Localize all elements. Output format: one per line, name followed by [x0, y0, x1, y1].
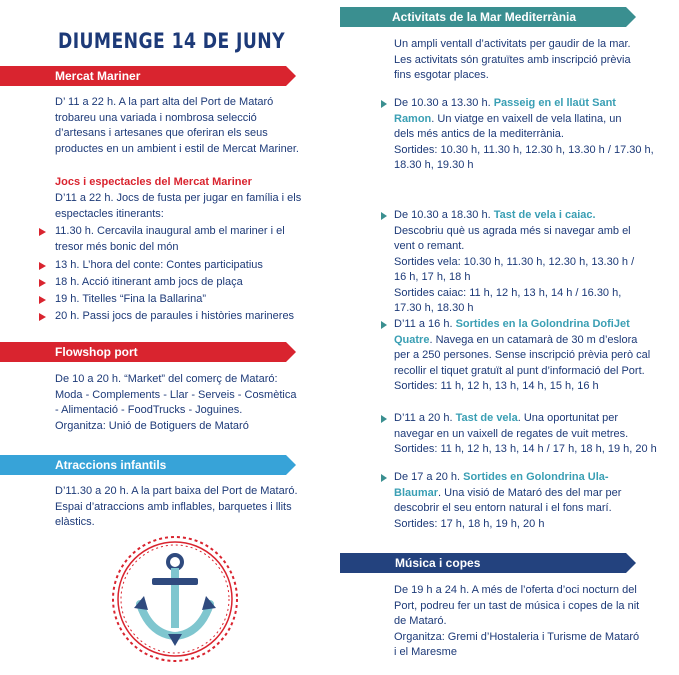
activity-line — [394, 470, 669, 486]
activity-line — [394, 486, 669, 502]
activity-line — [394, 501, 669, 517]
flowshop-description: De 10 a 20 h. “Market” del comerç de Mataró: Moda - Complements - Llar - Serveis - Cosmètica - Alimentació - FoodTrucks - Joguines. Organitza: Unió de Botiguers de Mataró — [55, 373, 297, 432]
activity-text: Sortides: 10.30 h, 11.30 h, 12.30 h, 13.30 h / 17.30 h, — [394, 143, 654, 156]
section-header-atraccions: Atraccions infantils — [0, 455, 286, 475]
activity-line — [394, 255, 669, 271]
bullet-triangle-icon — [39, 262, 46, 270]
activity-line — [394, 317, 669, 333]
activity-text: De 17 a 20 h. — [394, 471, 464, 483]
activity-line — [394, 379, 669, 395]
bullet-triangle-icon — [381, 415, 387, 423]
activity-item — [394, 411, 669, 458]
list-item: 13 h. L’hora del conte: Contes participatius — [55, 259, 263, 271]
activity-text: 18.30 h, 19.30 h — [394, 159, 474, 171]
activity-line — [394, 427, 669, 443]
activity-line — [394, 270, 669, 286]
activity-line — [394, 239, 669, 255]
bullet-triangle-icon — [39, 313, 46, 321]
section-header-flowshop: Flowshop port — [0, 342, 286, 362]
section-header-activitats: Activitats de la Mar Mediterrània — [340, 7, 626, 27]
activity-line — [394, 286, 669, 302]
list-item: 11.30 h. Cercavila inaugural amb el mariner i el tresor més bonic del món — [55, 225, 285, 253]
bullet-triangle-icon — [381, 321, 387, 329]
activity-text: . Una visió de Mataró des del mar per — [438, 486, 622, 499]
page-title: DIUMENGE 14 DE JUNY — [58, 29, 285, 53]
musica-description: De 19 h a 24 h. A més de l’oferta d’oci nocturn del Port, podreu fer un tast de música i copes de la nit de Mataró. Organitza: Gremi d’Hostaleria i Turisme de Mataró i el Maresme — [394, 584, 640, 658]
activity-line — [394, 143, 669, 159]
activity-line — [394, 112, 669, 128]
activity-item — [394, 96, 669, 174]
bullet-triangle-icon — [39, 296, 46, 304]
activity-line — [394, 301, 669, 317]
bullet-triangle-icon — [39, 279, 46, 287]
activity-text: 17.30 h, 18.30 h — [394, 302, 474, 314]
activity-line — [394, 364, 669, 380]
activity-highlight: Tast de vela i caiac. — [493, 209, 596, 221]
activity-text: Sortides: 11 h, 12 h, 13 h, 14 h / 17 h, 18 h, 19 h, 20 h — [394, 443, 657, 455]
activity-line — [394, 96, 669, 112]
bullet-triangle-icon — [381, 474, 387, 482]
activity-text: Sortides: 17 h, 18 h, 19 h, 20 h — [394, 517, 545, 530]
activity-line — [394, 158, 669, 174]
activity-text: 16 h, 17 h, 18 h — [394, 271, 471, 283]
jocs-subheader: Jocs i espectacles del Mercat Mariner — [55, 176, 252, 188]
activity-highlight: Blaumar — [394, 486, 439, 499]
list-item: 19 h. Titelles “Fina la Ballarina” — [55, 293, 207, 305]
list-item: 18 h. Acció itinerant amb jocs de plaça — [55, 276, 243, 288]
section-header-mercat-mariner: Mercat Mariner — [0, 66, 286, 86]
activity-text: Descobriu què us agrada més si navegar amb el — [394, 224, 631, 237]
bullet-triangle-icon — [381, 100, 387, 108]
activity-line — [394, 411, 669, 427]
activity-text: Sortides caiac: 11 h, 12 h, 13 h, 14 h / 16.30 h, — [394, 286, 622, 299]
activity-item — [394, 470, 669, 532]
activity-line — [394, 517, 669, 533]
activity-text: . Un viatge en vaixell de vela llatina, un — [431, 112, 622, 125]
activity-text: descobrir el seu entorn natural i el fons marí. — [394, 502, 612, 514]
activity-text: Sortides vela: 10.30 h, 11.30 h, 12.30 h, 13.30 h / — [394, 255, 635, 268]
bullet-triangle-icon — [381, 212, 387, 220]
activity-highlight: Ramon — [394, 112, 432, 125]
activity-highlight: Passeig en el llaüt Sant — [493, 97, 616, 109]
activity-line — [394, 333, 669, 349]
activity-highlight: Sortides en la Golondrina DofiJet — [455, 318, 630, 330]
activity-text: Sortides: 11 h, 12 h, 13 h, 14 h, 15 h, 16 h — [394, 380, 599, 392]
activity-text: . Navega en un catamarà de 30 m d’eslora — [429, 333, 638, 346]
activity-line — [394, 348, 669, 364]
bullet-triangle-icon — [39, 228, 46, 236]
activity-text: D’11 a 16 h. — [394, 318, 456, 330]
activity-highlight: Sortides en Golondrina Ula- — [463, 471, 609, 483]
list-item: 20 h. Passi jocs de paraules i històries marineres — [55, 310, 295, 322]
activitats-intro: Un ampli ventall d’activitats per gaudir de la mar. Les activitats són gratuïtes amb inscripció prèvia fins esgotar places. — [394, 38, 631, 81]
activity-line — [394, 208, 669, 224]
activity-line — [394, 442, 669, 458]
activity-item — [394, 317, 669, 395]
mercat-description: D’ 11 a 22 h. A la part alta del Port de Mataró trobareu una variada i nombrosa selecció d’artesans i artesanes que oferiran els seus productes en un ambient i estil de Mercat Mariner. — [55, 96, 299, 155]
activity-text: De 10.30 a 13.30 h. — [394, 97, 494, 109]
jocs-description: D’11 a 22 h. Jocs de fusta per jugar en família i els espectacles itinerants: — [55, 192, 302, 220]
activity-line — [394, 127, 669, 143]
activity-line — [394, 224, 669, 240]
activity-text: per a 250 persones. Sense inscripció prèvia però cal — [394, 349, 651, 361]
activity-highlight: Tast de vela — [455, 412, 518, 424]
activity-text: . Una oportunitat per — [517, 412, 619, 424]
activity-text: navegar en un vaixell de regates de vuit metres. — [394, 427, 629, 440]
atraccions-description: D’11.30 a 20 h. A la part baixa del Port de Mataró. Espai d’atraccions amb inflables, barquetes i llits elàstics. — [55, 485, 298, 528]
activity-text: D’11 a 20 h. — [394, 412, 456, 424]
activity-text: vent o remant. — [394, 240, 465, 252]
activity-text: recollir el tiquet gratuït al punt d’informació del Port. — [394, 364, 645, 377]
activity-item — [394, 208, 669, 317]
activity-text: De 10.30 a 18.30 h. — [394, 209, 494, 221]
anchor-icon — [110, 534, 240, 664]
activity-highlight: Quatre — [394, 333, 430, 346]
activity-text: dels més antics de la mediterrània. — [394, 128, 564, 140]
section-header-musica: Música i copes — [340, 553, 626, 573]
